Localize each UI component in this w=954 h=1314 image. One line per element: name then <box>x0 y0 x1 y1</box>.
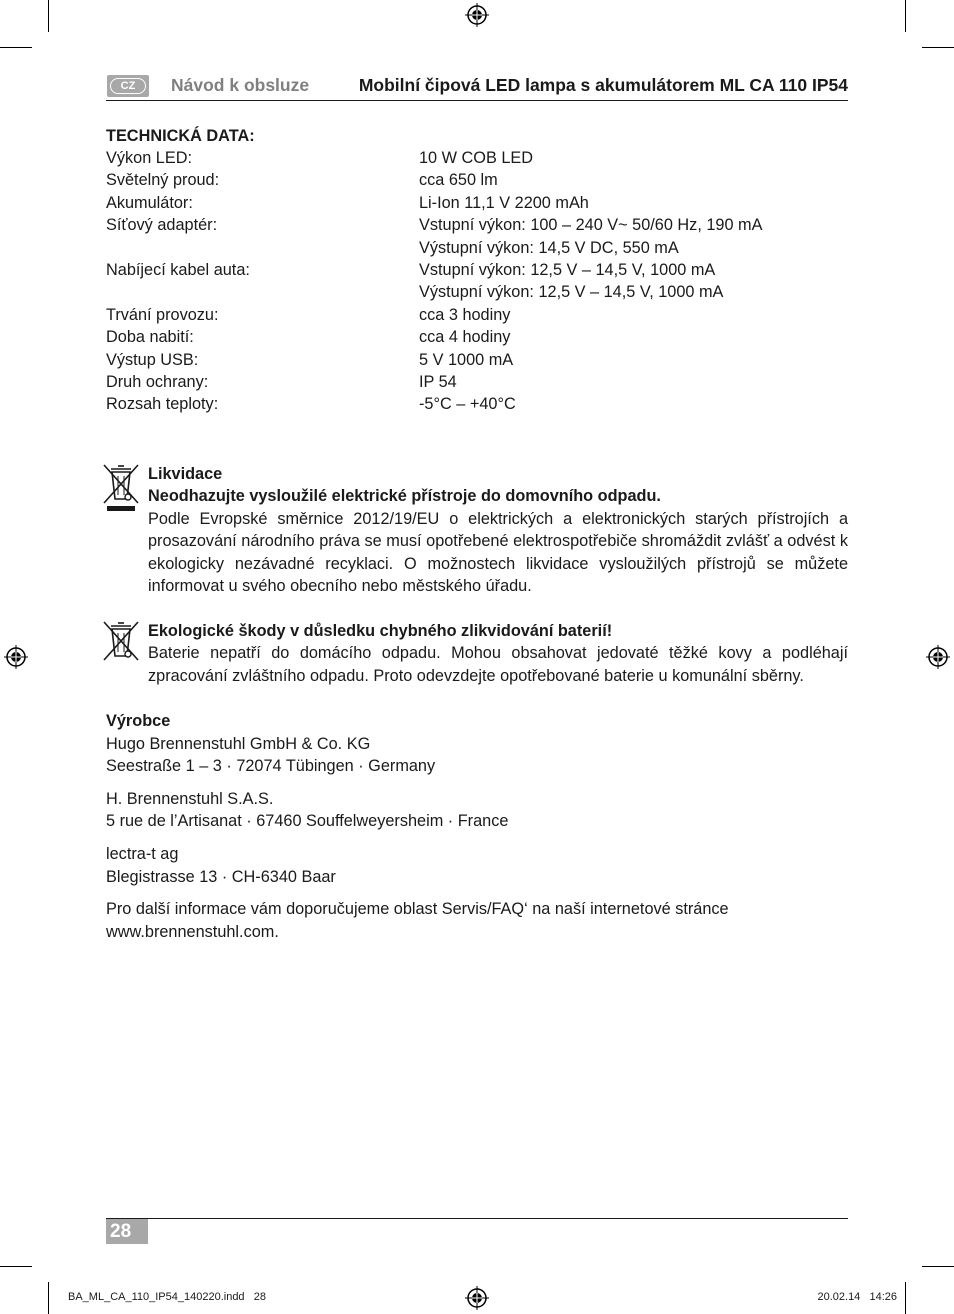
spec-label: Výkon LED: <box>106 149 192 167</box>
spec-row <box>106 304 826 326</box>
battery-section <box>148 620 848 687</box>
battery-title: Ekologické škody v důsledku chybného zlikvidování baterií! <box>148 622 613 640</box>
spec-label: Rozsah teploty: <box>106 395 219 414</box>
spec-label: Trvání provozu: <box>106 305 219 324</box>
spec-label: Síťový adaptér: <box>106 216 218 235</box>
disposal-body: Podle Evropské směrnice 2012/19/EU o elektrických a elektronických starých přístrojích a prosazování národního práva se musí opotřebené elektrospotřebiče shromáždit zvlášť a odvést k ekologicky nezávadné recyklaci. O možnostech likvidace vysloužilých přístrojů se můžete informovat u svého obecního nebo městského úřadu. <box>148 509 848 596</box>
registration-mark-icon <box>4 645 28 669</box>
crop-mark <box>905 1282 906 1314</box>
header-divider <box>106 100 848 101</box>
manufacturer-title: Výrobce <box>106 712 171 730</box>
spec-value: -5°C – +40°C <box>419 395 516 414</box>
spec-value: cca 650 lm <box>419 171 498 190</box>
crop-mark <box>0 47 32 48</box>
manufacturer-line: Hugo Brennenstuhl GmbH & Co. KG <box>106 735 371 753</box>
crop-mark <box>905 0 906 32</box>
crossed-bin-icon <box>101 463 141 513</box>
language-badge <box>107 75 149 97</box>
spec-row <box>106 237 826 259</box>
spec-row <box>106 147 826 169</box>
spec-row <box>106 371 826 393</box>
manual-label: Návod k obsluze <box>171 75 310 95</box>
spec-row <box>106 214 826 236</box>
spec-label: Nabíjecí kabel auta: <box>106 261 250 279</box>
disposal-section <box>148 463 848 597</box>
registration-mark-icon <box>465 1286 489 1310</box>
battery-body: Baterie nepatří do domácího odpadu. Mohou obsahovat jedovaté těžké kovy a podléhají zpracování zvláštního odpadu. Proto odevzdejte opotřebované baterie u komunální sběrny. <box>148 644 848 685</box>
spec-row <box>106 349 826 371</box>
spec-value: cca 3 hodiny <box>419 305 511 324</box>
file-slug: BA_ML_CA_110_IP54_140220.indd 28 <box>68 1291 266 1303</box>
info-text: Pro další informace vám doporučujeme oblast Servis/FAQ‘ na naší internetové stránce <box>106 900 729 918</box>
spec-row <box>106 259 826 281</box>
crop-mark <box>48 0 49 32</box>
date-slug: 20.02.14 14:26 <box>817 1291 897 1303</box>
spec-value: Vstupní výkon: 100 – 240 V~ 50/60 Hz, 190 mA <box>419 216 763 235</box>
spec-label: Doba nabití: <box>106 328 194 347</box>
spec-value: Výstupní výkon: 14,5 V DC, 550 mA <box>419 238 679 257</box>
crop-mark <box>48 1282 49 1314</box>
spec-label: Světelný proud: <box>106 171 220 190</box>
spec-row <box>106 192 826 214</box>
manufacturer-line: lectra-t ag <box>106 845 179 863</box>
website-link[interactable]: www.brennenstuhl.com. <box>106 923 279 941</box>
spec-value: 10 W COB LED <box>419 149 534 167</box>
page-number: 28 <box>106 1219 148 1244</box>
footer-divider <box>106 1218 848 1219</box>
spec-label: Druh ochrany: <box>106 373 209 391</box>
page-title: Mobilní čipová LED lampa s akumulátorem ML CA 110 IP54 <box>358 75 848 95</box>
specs-title: TECHNICKÁ DATA: <box>106 127 255 145</box>
registration-mark-icon <box>926 645 950 669</box>
spec-value: Li-Ion 11,1 V 2200 mAh <box>419 193 589 212</box>
disposal-title: Likvidace <box>148 465 223 483</box>
spec-value: Vstupní výkon: 12,5 V – 14,5 V, 1000 mA <box>419 261 716 279</box>
spec-row <box>106 169 826 191</box>
spec-row <box>106 393 826 415</box>
spec-value: Výstupní výkon: 12,5 V – 14,5 V, 1000 mA <box>419 283 724 302</box>
manufacturer-line: H. Brennenstuhl S.A.S. <box>106 790 274 808</box>
crossed-bin-icon <box>101 620 141 664</box>
spec-row <box>106 281 826 303</box>
spec-label: Výstup USB: <box>106 350 199 369</box>
manufacturer-line: 5 rue de l’Artisanat · 67460 Souffelweyersheim · France <box>106 812 509 830</box>
disposal-subtitle: Neodhazujte vysloužilé elektrické přístroje do domovního odpadu. <box>148 487 661 506</box>
spec-value: IP 54 <box>419 373 457 391</box>
spec-row <box>106 326 826 348</box>
manufacturer-line: Seestraße 1 – 3 · 72074 Tübingen · Germany <box>106 757 436 775</box>
manufacturer-line: Blegistrasse 13 · CH-6340 Baar <box>106 868 336 886</box>
spec-value: 5 V 1000 mA <box>419 350 514 369</box>
crop-mark <box>922 1266 954 1267</box>
crop-mark <box>922 47 954 48</box>
spec-value: cca 4 hodiny <box>419 328 511 347</box>
registration-mark-icon <box>465 3 489 27</box>
spec-label: Akumulátor: <box>106 193 193 212</box>
language-badge-label: CZ <box>110 78 146 94</box>
crop-mark <box>0 1266 32 1267</box>
